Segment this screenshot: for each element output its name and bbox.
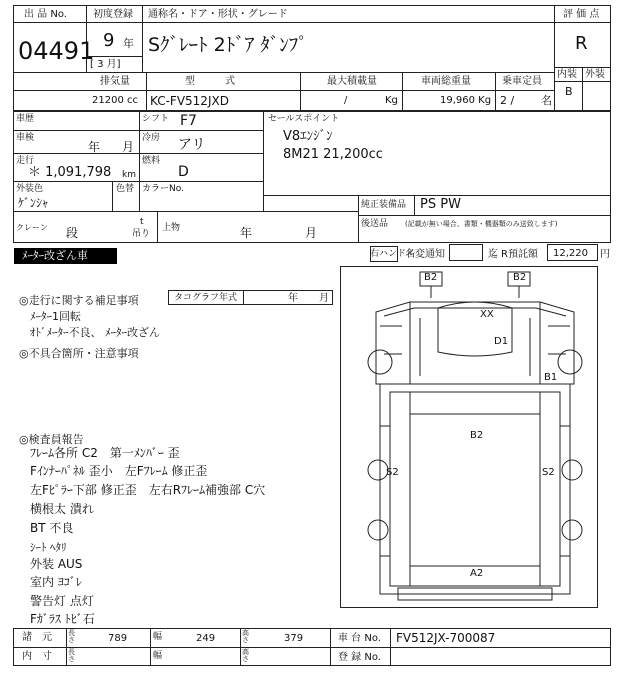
tacho-month: 月 [319,293,329,304]
dims-label: 諸 元 [22,632,52,643]
inspector-label: ◎検査員報告 [19,433,84,446]
capacity-unit: 名 [541,94,552,107]
type-label: 型 式 [185,76,235,87]
name-change-box [449,244,483,261]
report-line-1: ﾌﾚｰﾑ各所 C2 第一ﾒﾝﾊﾞｰ 歪 [30,446,180,460]
fuel-value: D [178,164,189,180]
report-line-9: 警告灯 点灯 [30,594,94,608]
report-line-10: Fｶﾞﾗｽ ﾄﾋﾞ石 [30,612,95,626]
crane-lift: 吊り [132,229,151,239]
r-expo-value: 12,220 [553,248,588,259]
sales-point-2: 8M21 21,200cc [283,147,383,162]
report-line-6: ｼｰﾄ ﾍﾀﾘ [30,541,67,554]
truck-diagram [340,266,598,608]
length-value: 789 [108,633,128,644]
r-expo-label: R預託額 [501,249,538,260]
chassis-value: FV512JX-700087 [396,631,496,645]
history-label: 車歴 [16,114,35,124]
upper-year: 年 [240,226,253,240]
mark-b2-body: B2 [470,430,484,441]
mark-s2-left: S2 [386,467,399,478]
crane-label: クレーン [16,223,48,232]
displacement-label: 排気量 [100,76,130,87]
gross-weight-value: 19,960 Kg [440,95,492,106]
fuel-label: 燃料 [142,156,161,166]
running-label: ◎走行に関する補足事項 [19,294,139,307]
rating-label: 評 価 点 [563,9,600,20]
displacement-value: 21200 cc [92,95,138,106]
color-no-label: カラーNo. [142,184,184,194]
length-label: 長さ [68,629,75,644]
inspection-year: 年 [88,140,101,154]
model-label: 通称名・ドア・形状・グレード [148,9,288,20]
remark-line-2: ｵﾄﾞﾒｰﾀｰ不良、 ﾒｰﾀｰ改ざん [30,326,160,339]
first-reg-year-unit: 年 [123,37,134,50]
width-value: 249 [196,633,216,644]
color-label: 外装色 [16,184,44,194]
reg-label: 登 録 No. [338,652,381,663]
max-load-value: / [344,95,348,106]
meter-tamper-text: ﾒｰﾀｰ改ざん車 [22,249,88,262]
inspection-month: 月 [122,140,135,154]
model-code: KC-FV512JXD [150,94,229,108]
width-label: 幅 [153,632,163,642]
color-swap-label: 色替 [116,184,135,194]
first-reg-year: 9 [103,30,115,51]
mark-s2-right: S2 [542,467,555,478]
report-line-8: 室内 ﾖｺﾞﾚ [30,575,82,589]
report-line-2: Fｲﾝﾅｰﾊﾟﾈﾙ 歪小 左Fﾌﾚｰﾑ 修正歪 [30,464,208,478]
report-line-4: 横根太 潰れ [30,502,94,516]
in-length-label: 長さ [68,648,75,663]
mileage-unit: km [122,170,136,180]
crane-ton: t [140,217,144,227]
height-value: 379 [284,633,304,644]
report-line-3: 左Fﾋﾟﾗｰ下部 修正歪 左右Rﾌﾚｰﾑ補強部 C穴 [30,483,266,497]
shift-label: シフト [142,114,170,124]
rhd-label: 右ハンドル [370,249,416,259]
max-load-label: 最大積載量 [327,76,377,87]
mark-d1: D1 [494,336,509,347]
capacity-label: 乗車定員 [502,76,542,87]
remark-line-1: ﾒｰﾀｰ1回転 [30,310,81,323]
first-reg-month: [ 3 月] [90,59,121,70]
inspection-label: 車検 [16,133,35,143]
interior-label: 内装 [557,69,577,80]
mark-b2-right: B2 [513,272,527,283]
chassis-label: 車 台 No. [338,633,381,644]
interior-grade: B [565,85,573,98]
color-value: ｹﾞﾝｼｬ [18,196,49,210]
gross-weight-label: 車両総重量 [421,76,471,87]
equipment-label: 純正装備品 [361,200,407,210]
aftermarket-label: 後送品 [361,219,389,229]
model-name: Sｸﾞﾚｰﾄ 2ﾄﾞｱ ﾀﾞﾝﾌﾟ [148,34,308,56]
ac-label: 冷房 [142,133,161,143]
sales-point-label: セールスポイント [268,114,340,124]
mileage-value: ＊ 1,091,798 [28,165,112,180]
report-line-7: 外装 AUS [30,557,83,571]
interior-dims-label: 内 寸 [22,651,52,662]
tacho-label: タコグラフ年式 [174,293,238,303]
lot-label: 出 品 No. [24,9,67,20]
report-line-5: BT 不良 [30,521,74,535]
mark-a2: A2 [470,568,484,579]
sales-point-1: V8ｴﾝｼﾞﾝ [283,129,333,144]
mark-b2-left: B2 [424,272,438,283]
lot-number: 04491 [18,37,95,65]
ac-value: アリ [178,137,206,153]
first-reg-label: 初度登録 [93,9,133,20]
aftermarket-note: (記載が無い場合、書類・機器類のみ送致します) [405,220,558,228]
max-load-unit: Kg [385,95,398,106]
upper-label: 上物 [162,223,181,233]
yen-label: 円 [600,249,610,260]
capacity-value: 2 / [500,94,515,107]
rating-value: R [575,33,588,54]
defect-label: ◎不具合箇所・注意事項 [19,347,139,360]
deadline-label: 迄 [488,249,498,260]
tacho-year: 年 [288,293,298,304]
upper-month: 月 [305,226,318,240]
mark-xx: XX [480,309,494,320]
crane-stage: 段 [66,226,79,240]
mileage-label: 走行 [16,156,35,166]
equipment-value: PS PW [420,197,461,212]
shift-value: F7 [180,113,197,129]
exterior-label: 外装 [585,69,605,80]
height-label: 高さ [242,629,249,644]
in-width-label: 幅 [153,651,163,661]
mark-b1: B1 [544,372,558,383]
in-height-label: 高さ [242,648,249,663]
name-change-label: 名変通知 [405,249,445,260]
